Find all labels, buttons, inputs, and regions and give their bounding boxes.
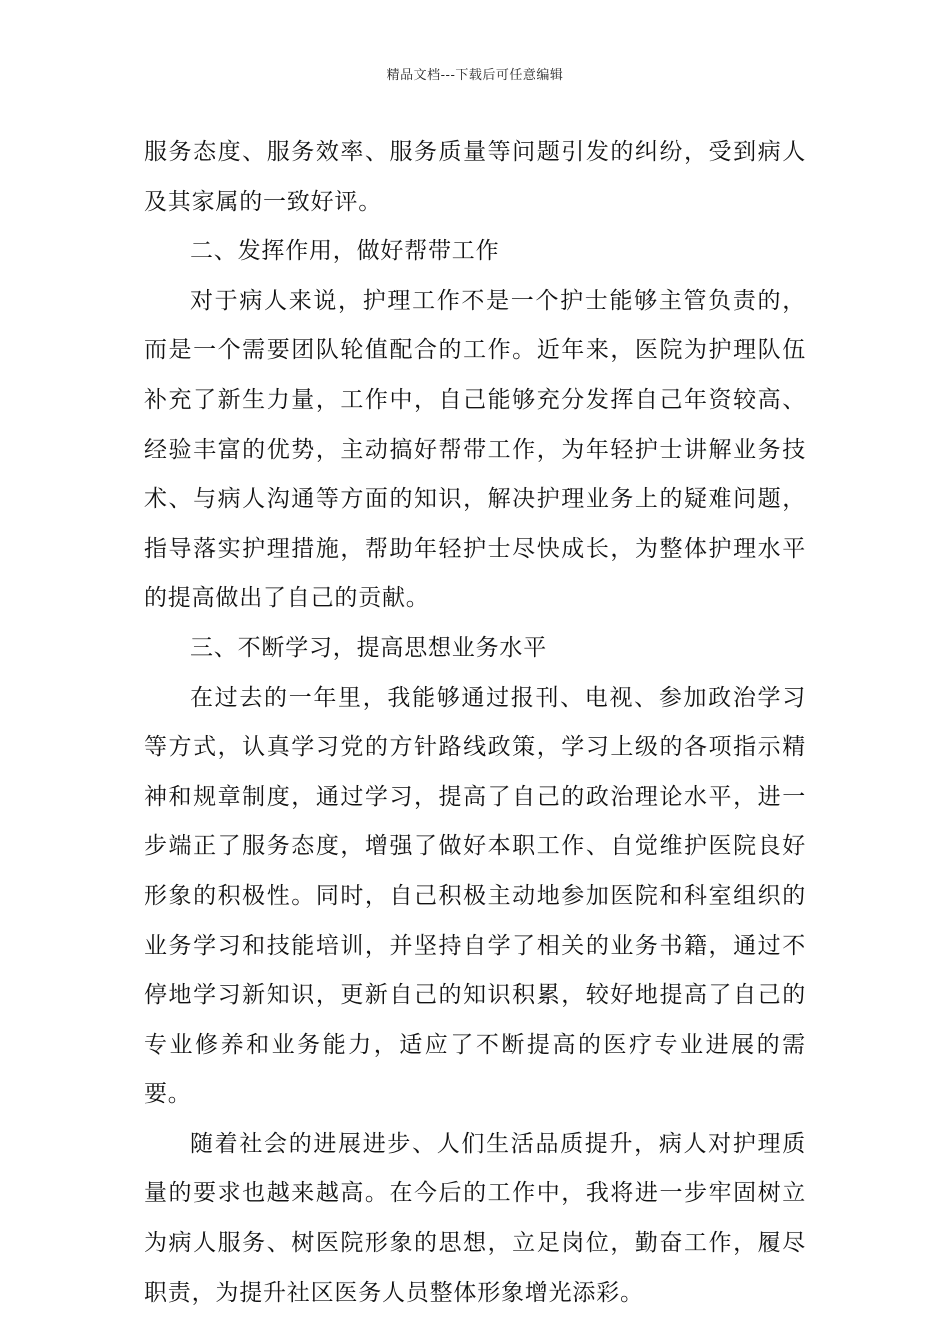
paragraph-learning: 在过去的一年里，我能够通过报刊、电视、参加政治学习等方式，认真学习党的方针路线政策，学习上级的各项指示精神和规章制度，通过学习，提高了自己的政治理论水平，进一步端正了服务态度，增强了做好本职工作、自觉维护医院良好形象的积极性。同时，自己积极主动地参加医院和科室组织的业务学习和技能培训，并坚持自学了相关的业务书籍，通过不停地学习新知识，更新自己的知识积累，较好地提高了自己的专业修养和业务能力，适应了不断提高的医疗专业进展的需要。 <box>144 684 806 1108</box>
paragraph-conclusion: 随着社会的进展进步、人们生活品质提升，病人对护理质量的要求也越来越高。在今后的工作中，我将进一步牢固树立为病人服务、树医院形象的思想，立足岗位，勤奋工作，履尽职责，为提升社区医务人员整体形象增光添彩。 <box>144 1130 806 1306</box>
page-header: 精品文档---下载后可任意编辑 <box>386 68 564 83</box>
paragraph-teamwork: 对于病人来说，护理工作不是一个护士能够主管负责的，而是一个需要团队轮值配合的工作。近年来，医院为护理队伍补充了新生力量，工作中，自己能够充分发挥自己年资较高、经验丰富的优势，主动搞好帮带工作，为年轻护士讲解业务技术、与病人沟通等方面的知识，解决护理业务上的疑难问题，指导落实护理措施，帮助年轻护士尽快成长，为整体护理水平的提高做出了自己的贡献。 <box>144 287 806 612</box>
section-heading-2: 二、发挥作用，做好帮带工作 <box>190 238 500 265</box>
section-heading-3: 三、不断学习，提高思想业务水平 <box>190 634 547 661</box>
document-body <box>144 128 806 1318</box>
paragraph-continuation: 服务态度、服务效率、服务质量等问题引发的纠纷，受到病人及其家属的一致好评。 <box>144 139 806 215</box>
